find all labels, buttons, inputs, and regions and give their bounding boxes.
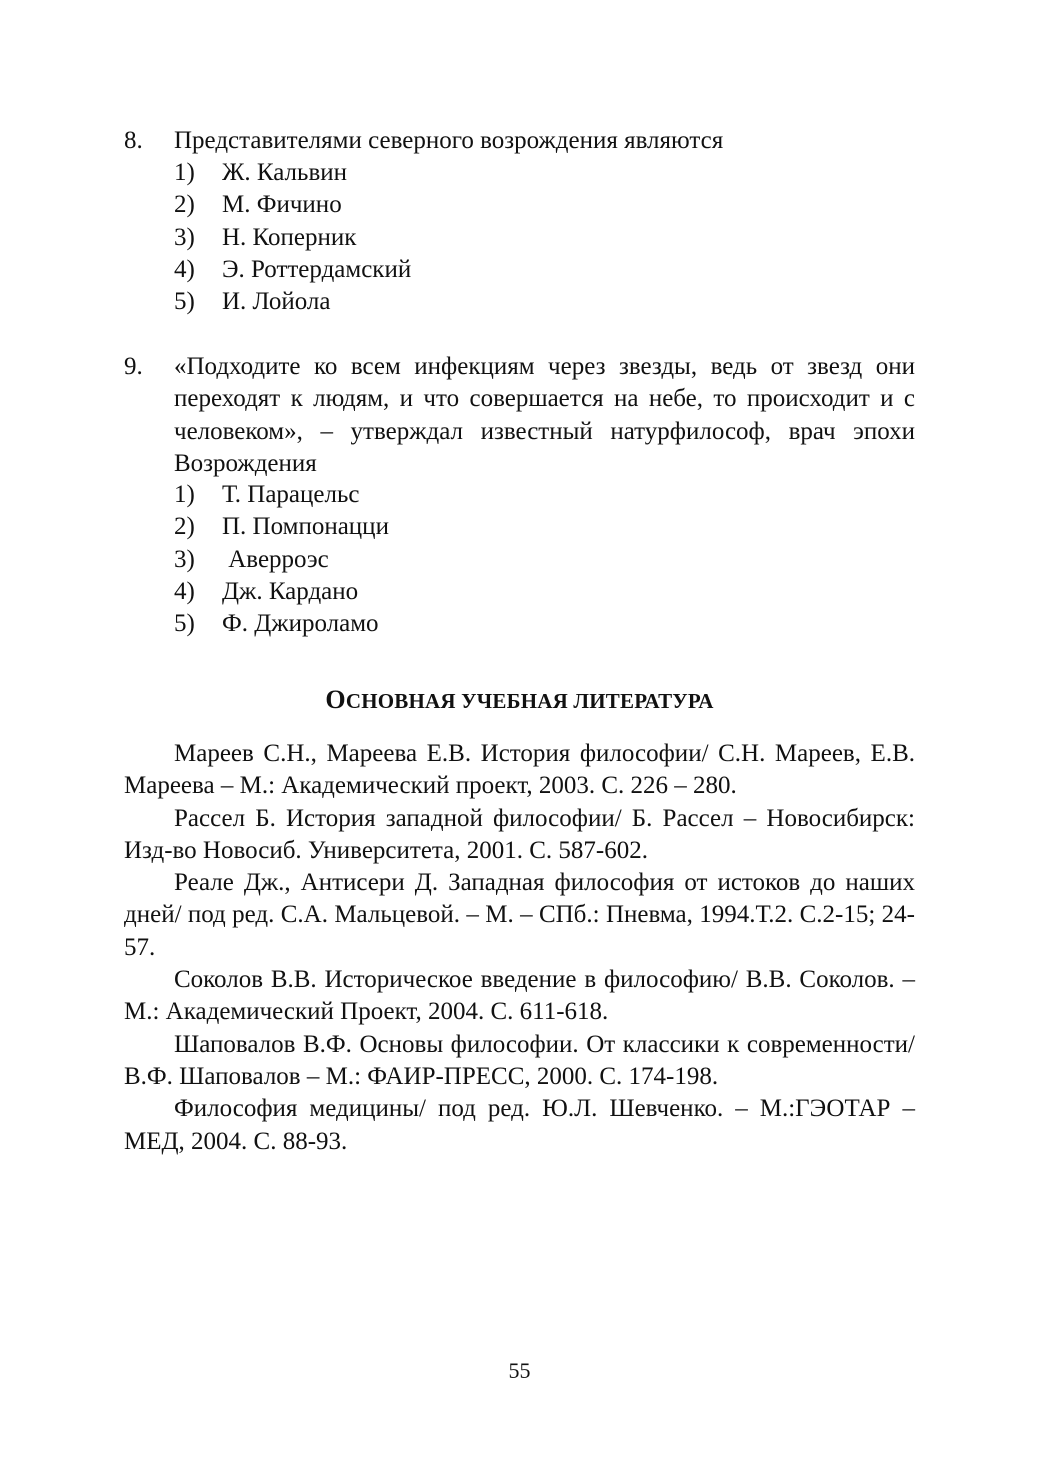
option-label: Т. Парацельс xyxy=(222,481,360,508)
option-number: 5) xyxy=(174,610,195,638)
heading-rest: СНОВНАЯ УЧЕБНАЯ ЛИТЕРАТУРА xyxy=(345,689,714,713)
option-item xyxy=(174,511,389,543)
option-number: 1) xyxy=(174,481,195,508)
reference-item: Соколов В.В. Историческое введение в философию/ В.В. Соколов. – М.: Академический Проект, 2004. С. 611-618. xyxy=(124,966,915,1026)
reference-item: Мареев С.Н., Мареева Е.В. История философии/ С.Н. Мареев, Е.В. Мареева – М.: Академический проект, 2003. С. 226 – 280. xyxy=(124,740,915,800)
question-8-options xyxy=(174,157,411,318)
option-number: 1) xyxy=(174,159,195,186)
option-label: И. Лойола xyxy=(222,288,331,316)
option-item xyxy=(174,544,389,576)
option-number: 2) xyxy=(174,513,195,541)
question-9-options xyxy=(174,479,389,640)
option-label: Аверроэс xyxy=(222,545,329,573)
option-number: 3) xyxy=(174,545,195,573)
option-item xyxy=(174,576,389,608)
option-label: Дж. Кардано xyxy=(222,577,359,605)
reference-item: Философия медицины/ под ред. Ю.Л. Шевченко. – М.:ГЭОТАР – МЕД, 2004. С. 88-93. xyxy=(124,1095,915,1155)
option-number: 3) xyxy=(174,223,195,251)
option-item xyxy=(174,254,411,286)
page-number: 55 xyxy=(508,1358,531,1383)
reference-list xyxy=(124,738,915,1158)
section-heading xyxy=(0,684,1039,717)
option-label: Н. Коперник xyxy=(222,223,357,251)
option-number: 4) xyxy=(174,255,195,283)
option-label: П. Помпонацци xyxy=(222,513,389,541)
question-8-text: Представителями северного возрождения являются xyxy=(174,127,724,154)
reference-item: Рассел Б. История западной философии/ Б. Рассел – Новосибирск: Изд-во Новосиб. Университета, 2001. С. 587-602. xyxy=(124,804,915,864)
reference-item: Шаповалов В.Ф. Основы философии. От классики к современности/ В.Ф. Шаповалов – М.: ФАИР-ПРЕСС, 2000. С. 174-198. xyxy=(124,1030,915,1090)
option-item xyxy=(174,286,411,318)
heading-first-letter: О xyxy=(325,685,346,714)
option-item xyxy=(174,157,411,189)
reference-item: Реале Дж., Антисери Д. Западная философия от истоков до наших дней/ под ред. С.А. Мальцевой. – М. – СПб.: Пневма, 1994.Т.2. С.2-15; 24-57. xyxy=(124,869,915,961)
option-item xyxy=(174,479,389,511)
question-9-number: 9. xyxy=(124,353,143,380)
option-label: М. Фичино xyxy=(222,191,342,219)
option-number: 4) xyxy=(174,577,195,605)
option-number: 5) xyxy=(174,288,195,316)
option-label: Э. Роттердамский xyxy=(222,255,412,283)
question-8-number: 8. xyxy=(124,127,143,154)
option-number: 2) xyxy=(174,191,195,219)
option-item xyxy=(174,189,411,221)
option-item xyxy=(174,222,411,254)
option-item xyxy=(174,608,389,640)
question-9-text: «Подходите ко всем инфекциям через звезды, ведь от звезд они переходят к людям, и что совершается на небе, то происходит и с человеком», – утверждал известный натурфилософ, врач эпохи Возрождения xyxy=(174,353,915,477)
option-label: Ф. Джироламо xyxy=(222,610,379,638)
option-label: Ж. Кальвин xyxy=(222,159,347,186)
